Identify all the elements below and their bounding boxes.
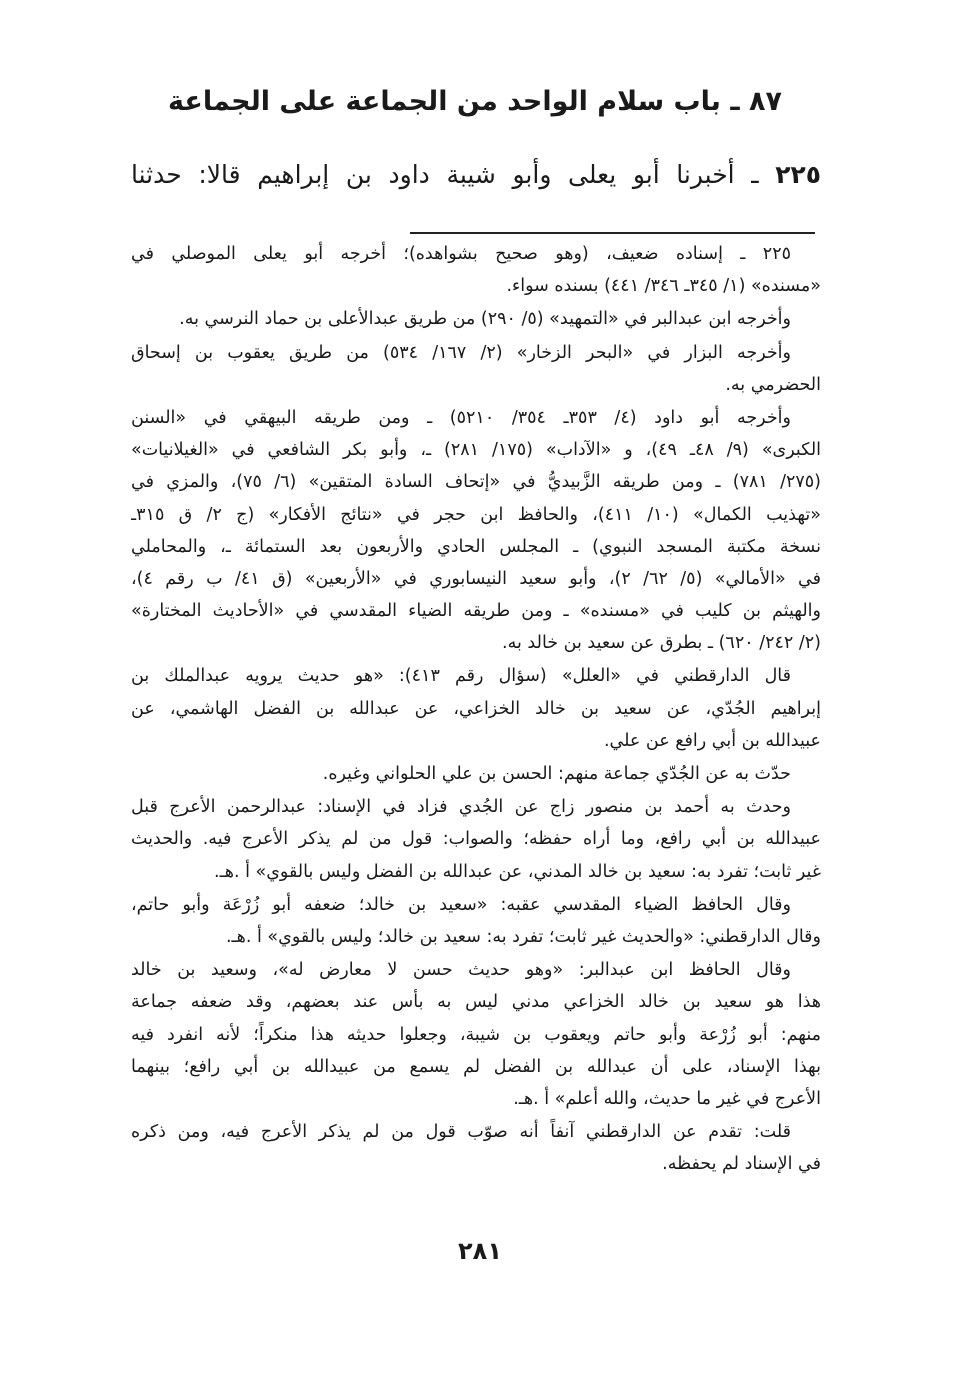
footnote-line: في «الأمالي» (٥/ ٦٢/ ٢)، وأبو سعيد النيسابوري في «الأربعين» (ق ٤١/ ب رقم ٤)، (131, 568, 821, 589)
footnote-line: الحضرمي به. (725, 374, 821, 395)
footnote-line: ٢٢٥ ـ إسناده ضعيف، (وهو صحيح بشواهده)؛ أخرجه أبو يعلى الموصلي في (131, 244, 791, 264)
hadith-number: ٢٢٥ (775, 160, 821, 189)
footnote-paragraph (131, 954, 821, 1115)
footnote-paragraph (131, 303, 821, 335)
footnote-line: بهذا الإسناد، على أن عبدالله بن الفضل لم يسمع من عبيدالله بن أبي رافع؛ بينهما (131, 1056, 821, 1077)
footnote-line: قلت: تقدم عن الدارقطني آنفاً أنه صوّب قول من لم يذكر الأعرج فيه، ومن ذكره (131, 1122, 791, 1143)
footnote-line: وقال الحافظ الضياء المقدسي عقبه: «سعيد بن خالد؛ ضعفه أبو زُرْعَة وأبو حاتم، (131, 894, 791, 915)
chapter-title: ٨٧ ـ باب سلام الواحد من الجماعة على الجماعة (168, 86, 782, 117)
footnote-line: منهم: أبو زُرْعة وأبو حاتم ويعقوب بن شيبة، وجعلوا حديثه هذا منكراً؛ لأنه انفرد فيه (131, 1024, 821, 1045)
footnote-line: هذا هو سعيد بن خالد الخزاعي مدني ليس به بأس عند بعضهم، وقد ضعفه جماعة (131, 992, 821, 1013)
footnote-line: وأخرجه أبو داود (٤/ ٣٥٣ـ ٣٥٤/ ٥٢١٠) ـ ومن طريقه البيهقي في «السنن (131, 407, 791, 428)
footnote-line: والهيثم بن كليب في «مسنده» ـ ومن طريقه الضياء المقدسي في «الأحاديث المختارة» (131, 601, 821, 622)
footnote-line: إبراهيم الجُدّي، عن سعيد بن خالد الخزاعي، عن عبدالله بن الفضل الهاشمي، عن (131, 698, 821, 719)
footnote-paragraph (131, 402, 821, 660)
footnote-line: «مسنده» (١/ ٣٤٥ـ ٣٤٦/ ٤٤١) بسنده سواء. (506, 276, 821, 297)
footnote-line: الأعرج في غير ما حديث، والله أعلم» أ .هـ. (513, 1088, 821, 1109)
footnote-paragraph (131, 889, 821, 953)
footnote-line: حدّث به عن الجُدّي جماعة منهم: الحسن بن علي الحلواني وغيره. (322, 764, 791, 784)
footnote-line: «تهذيب الكمال» (١٠/ ٤١١)، والحافظ ابن حجر في «نتائج الأفكار» (ج ٢/ ق ٣١٥ـ (131, 504, 821, 525)
hadith-text (131, 155, 821, 195)
footnote-line: الكبرى» (٩/ ٤٨ـ ٤٩)، و «الآداب» (١٧٥/ ٢٨١) ـ، وأبو بكر الشافعي في «الغيلانيات» (131, 440, 821, 461)
footnote-paragraph (131, 660, 821, 757)
footnote-paragraph (131, 758, 821, 790)
footnote-line: في الإسناد لم يحفظه. (662, 1154, 821, 1175)
footnote-line: نسخة مكتبة المسجد النبوي) ـ المجلس الحادي والأربعون بعد الستمائة ـ، والمحاملي (131, 536, 821, 557)
footnote-line: عبيدالله بن أبي رافع، وما أراه حفظه؛ والصواب: قول من لم يذكر الأعرج فيه. والحديث (131, 829, 821, 850)
footnote-divider (410, 232, 815, 234)
footnote-line: وأخرجه ابن عبدالبر في «التمهيد» (٥/ ٢٩٠) من طريق عبدالأعلى بن حماد النرسي به. (179, 309, 791, 330)
footnote-paragraph (131, 791, 821, 888)
footnote-line: عبيدالله بن أبي رافع عن علي. (603, 730, 821, 751)
footnote-line: وأخرجه البزار في «البحر الزخار» (٢/ ١٦٧/ ٥٣٤) من طريق يعقوب بن إسحاق (131, 342, 791, 363)
footnote-line: (٢/ ٢٤٢/ ٦٢٠) ـ بطرق عن سعيد بن خالد به. (502, 633, 821, 654)
footnote-line: قال الدارقطني في «العلل» (سؤال رقم ٤١٣): «هو حديث يرويه عبدالملك بن (131, 666, 791, 687)
footnote-line: غير ثابت؛ تفرد به: سعيد بن خالد المدني، عن عبدالله بن الفضل وليس بالقوي» أ .هـ. (214, 861, 821, 882)
footnote-line: وقال الحافظ ابن عبدالبر: «وهو حديث حسن لا معارض له»، وسعيد بن خالد (131, 960, 791, 981)
footnote-line: (٢٧٥/ ٧٨١) ـ ومن طريقه الزَّبيديُّ في «إتحاف السادة المتقين» (٦/ ٧٥)، والمزي في (131, 472, 821, 493)
footnote-line: وحدث به أحمد بن منصور زاج عن الجُدي فزاد في الإسناد: عبدالرحمن الأعرج قبل (131, 797, 791, 818)
footnotes (131, 238, 821, 1181)
page-number: ٢٨١ (458, 1237, 502, 1265)
footnote-paragraph (131, 238, 821, 302)
footnote-paragraph (131, 1116, 821, 1180)
hadith-body: ـ أخبرنا أبو يعلى وأبو شيبة داود بن إبراهيم قالا: حدثنا (131, 160, 776, 189)
footnote-paragraph (131, 337, 821, 401)
footnote-line: وقال الدارقطني: «والحديث غير ثابت؛ تفرد به: سعيد بن خالد؛ وليس بالقوي» أ .هـ. (225, 926, 821, 947)
